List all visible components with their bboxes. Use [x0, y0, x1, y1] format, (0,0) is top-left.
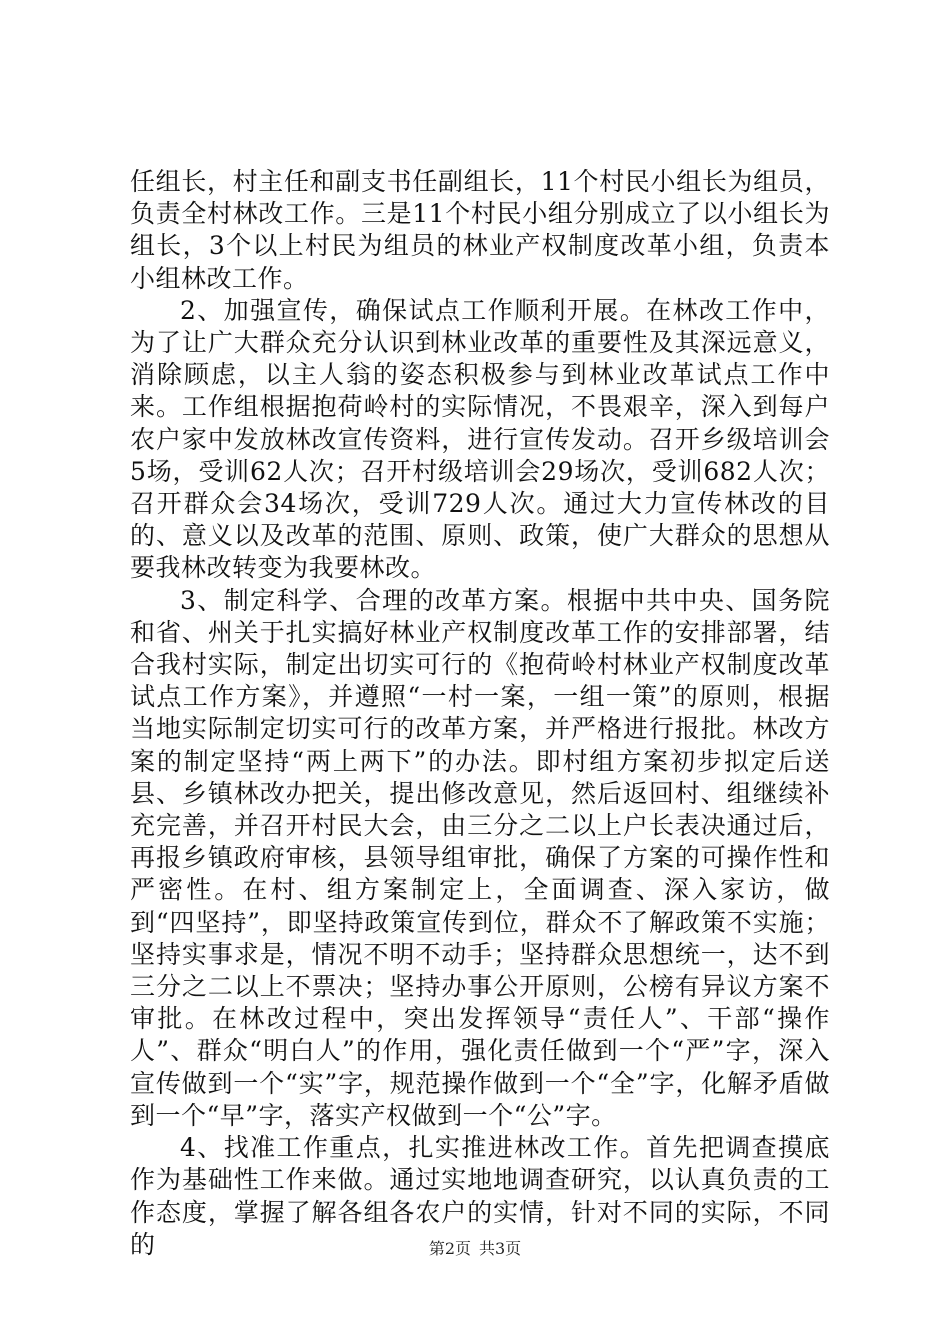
paragraph-continuation: 任组长，村主任和副支书任副组长，11个村民小组长为组员，负责全村林改工作。三是11个村民小组分别成立了以小组长为组长，3个以上村民为组员的林业产权制度改革小组，负责本小组林改工作。 [130, 167, 830, 293]
paragraph-publicity: 2、加强宣传，确保试点工作顺利开展。在林改工作中，为了让广大群众充分认识到林业改革的重要性及其深远意义，消除顾虑，以主人翁的姿态积极参与到林业改革试点工作中来。工作组根据抱荷岭村的实际情况，不畏艰辛，深入到每户农户家中发放林改宣传资料，进行宣传发动。召开乡级培训会5场，受训62人次；召开村级培训会29场次，受训682人次；召开群众会34场次，受训729人次。通过大力宣传林改的目的、意义以及改革的范围、原则、政策，使广大群众的思想从要我林改转变为我要林改。 [130, 295, 830, 583]
paragraph-reform-plan: 3、制定科学、合理的改革方案。根据中共中央、国务院和省、州关于扎实搞好林业产权制度改革工作的安排部署，结合我村实际，制定出切实可行的《抱荷岭村林业产权制度改革试点工作方案》，并遵照“一村一案，一组一策”的原则，根据当地实际制定切实可行的改革方案，并严格进行报批。林改方案的制定坚持“两上两下”的办法。即村组方案初步拟定后送县、乡镇林改办把关，提出修改意见，然后返回村、组继续补充完善，并召开村民大会，由三分之二以上户长表决通过后，再报乡镇政府审核，县领导组审批，确保了方案的可操作性和严密性。在村、组方案制定上，全面调查、深入家访，做到“四坚持”，即坚持政策宣传到位，群众不了解政策不实施；坚持实事求是，情况不明不动手；坚持群众思想统一，达不到三分之二以上不票决；坚持办事公开原则，公榜有异议方案不审批。在林改过程中，突出发挥领导“责任人”、干部“操作人”、群众“明白人”的作用，强化责任做到一个“严”字，深入宣传做到一个“实”字，规范操作做到一个“全”字，化解矛盾做到一个“早”字，落实产权做到一个“公”字。 [130, 585, 830, 1130]
page-footer [0, 1236, 950, 1259]
paragraph-work-focus: 4、找准工作重点，扎实推进林改工作。首先把调查摸底作为基础性工作来做。通过实地地调查研究，以认真负责的工作态度，掌握了解各组各农户的实情，针对不同的实际，不同的 [130, 1133, 830, 1259]
page-number-current: 第2页 [428, 1239, 471, 1258]
page-number-total: 共3页 [479, 1239, 522, 1258]
document-body [130, 166, 830, 1261]
